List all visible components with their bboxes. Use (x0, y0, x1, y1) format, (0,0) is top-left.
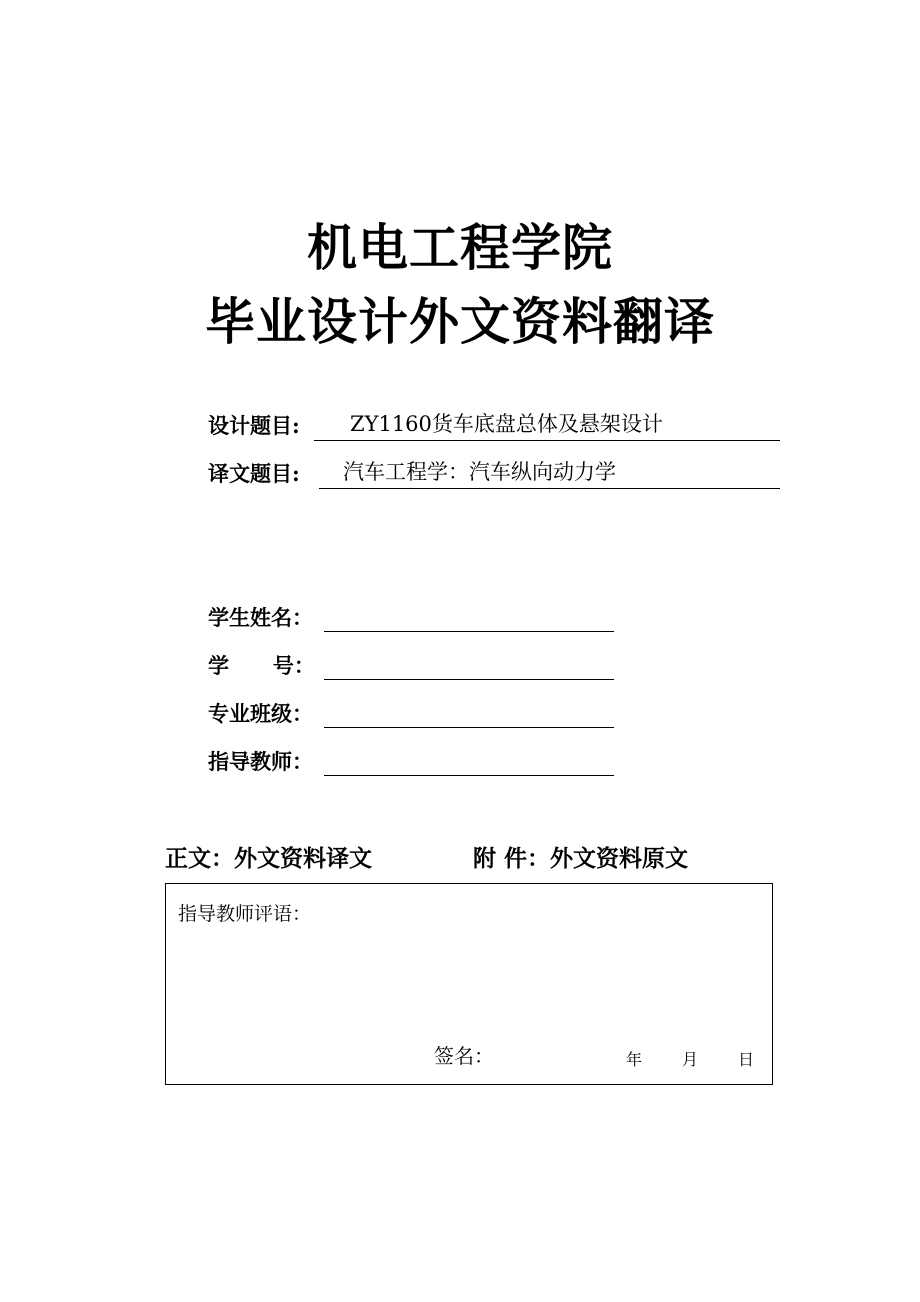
major-class-row (208, 698, 324, 730)
advisor-row (208, 746, 324, 778)
date-day-label: 日 (738, 1050, 755, 1069)
date-year-label: 年 (626, 1050, 643, 1069)
student-id-label: 学 号： (208, 653, 315, 678)
student-name-blank-line (324, 602, 614, 632)
advisor-blank-line (324, 746, 614, 776)
design-topic-field (314, 409, 780, 441)
student-name-label: 学生姓名： (208, 605, 313, 630)
advisor-comment-box (165, 883, 773, 1085)
translation-topic-value: 汽车工程学：汽车纵向动力学 (343, 460, 616, 484)
document-title: 毕业设计外文资料翻译 (205, 292, 715, 351)
design-topic-label: 设计题目: (208, 413, 300, 438)
translation-topic-label: 译文题目: (208, 461, 300, 486)
student-id-blank-line (324, 650, 614, 680)
design-topic-value: ZY1160货车底盘总体及悬架设计 (350, 412, 663, 436)
student-id-row (208, 650, 324, 682)
main-text-heading: 正文：外文资料译文 (165, 845, 372, 872)
date-month-label: 月 (682, 1050, 699, 1069)
signature-label: 签名： (434, 1044, 494, 1068)
translation-topic-field (319, 457, 780, 489)
major-class-label: 专业班级： (208, 701, 313, 726)
advisor-comment-label: 指导教师评语： (178, 903, 312, 925)
translation-topic-row (208, 457, 616, 491)
attachment-heading: 附 件：外文资料原文 (473, 845, 689, 872)
major-class-blank-line (324, 698, 614, 728)
advisor-label: 指导教师： (208, 749, 313, 774)
student-name-row (208, 602, 324, 634)
college-title: 机电工程学院 (307, 218, 613, 277)
design-topic-row (208, 409, 663, 443)
